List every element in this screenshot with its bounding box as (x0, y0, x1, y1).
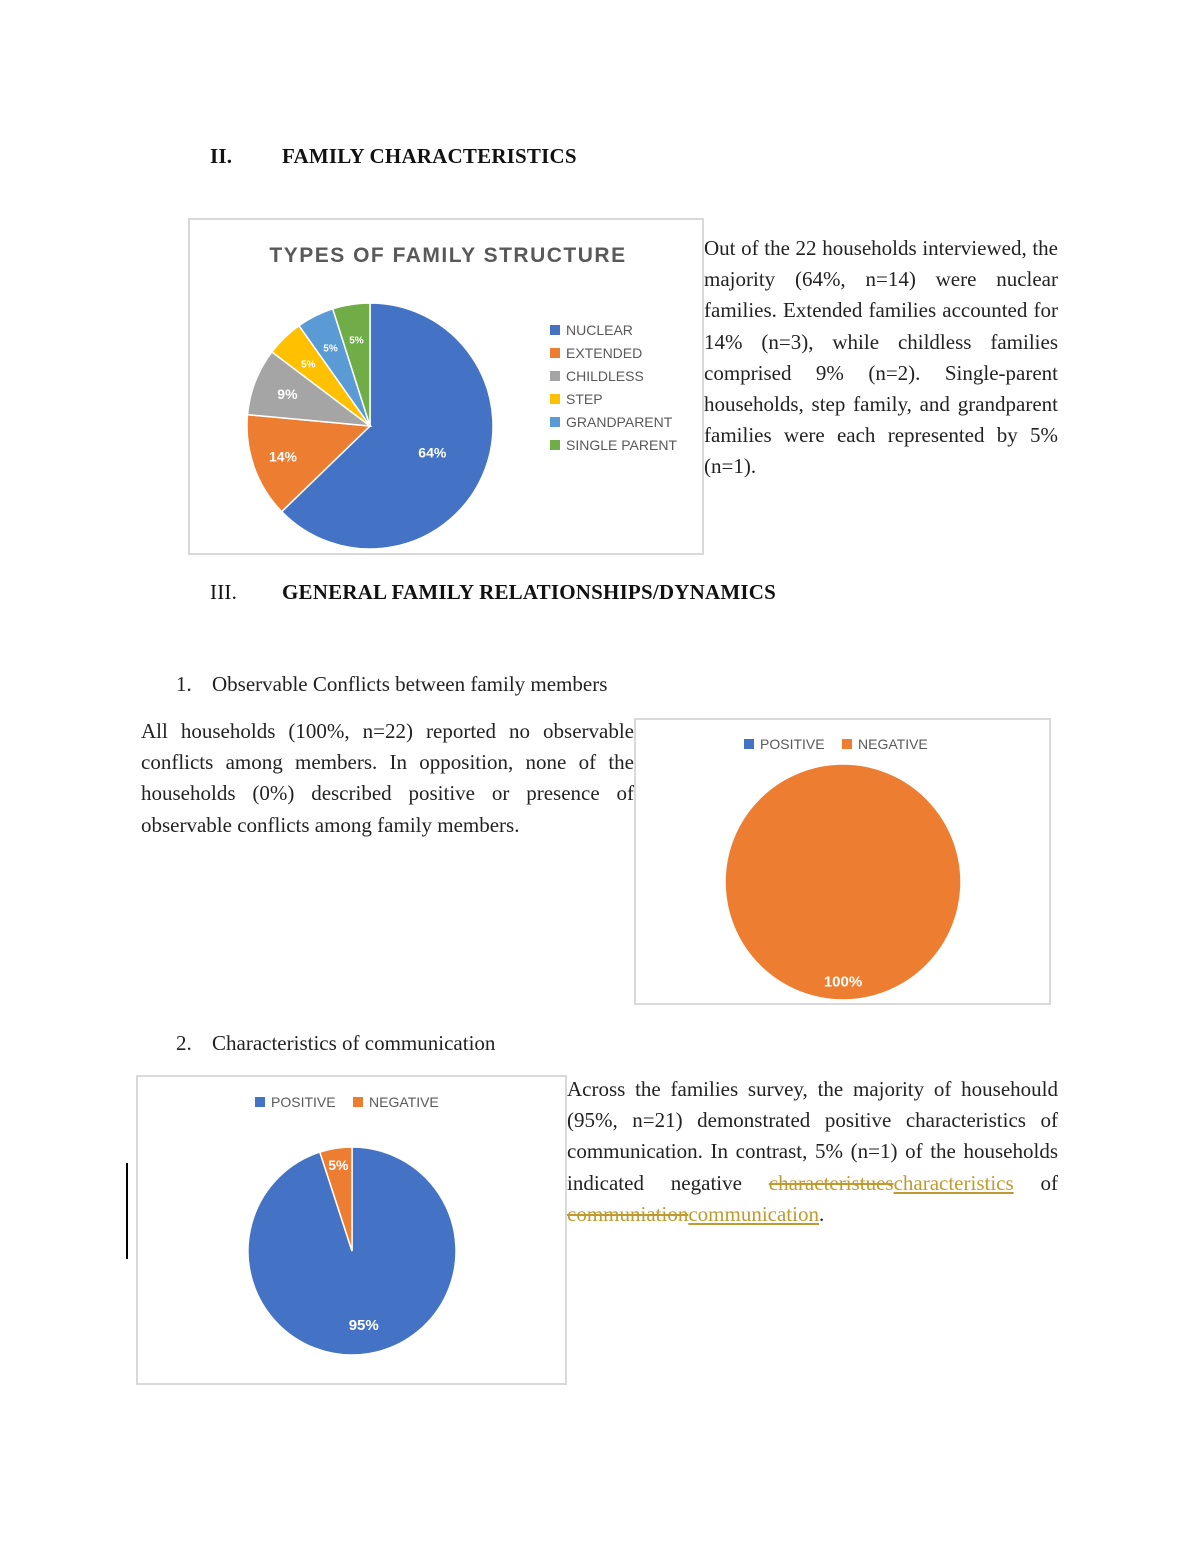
inserted-text-characteristics[interactable]: characteristics (893, 1170, 1014, 1195)
section-3-title: GENERAL FAMILY RELATIONSHIPS/DYNAMICS (282, 580, 776, 604)
chart3-legend-swatch-negative (353, 1097, 363, 1107)
section-2-heading (210, 144, 910, 170)
list-item-1-number: 1. (176, 672, 192, 696)
communication-text-end: . (818, 1201, 825, 1226)
communication-text-main: Across the families survey, the majority of househould (95%, n=21) demonstrated positive characteristics of communication. In contrast, 5% (n=1) of the households indicated negative (567, 1077, 1058, 1195)
chart1-legend-label-grandparent: GRANDPARENT (566, 414, 673, 430)
track-change-bar (126, 1163, 128, 1259)
list-item-2-label: Characteristics of communication (212, 1031, 496, 1055)
chart1-legend-swatch-step (550, 394, 560, 404)
section-3-number: III. (210, 580, 238, 604)
chart1-legend (550, 322, 677, 453)
communication-chart (136, 1075, 567, 1385)
chart1-legend-label-nuclear: NUCLEAR (566, 322, 633, 338)
chart3-legend-swatch-positive (255, 1097, 265, 1107)
conflicts-chart (634, 718, 1051, 1005)
chart3-label-negative: 5% (328, 1156, 349, 1173)
chart1-label-step: 5% (301, 359, 316, 371)
conflicts-text: All households (100%, n=22) reported no observable conflicts among members. In opposition, none of the households (0%) described positive or presence of observable conflicts among family members. (141, 719, 634, 837)
chart2-legend-label-positive: POSITIVE (760, 736, 825, 752)
family-structure-text: Out of the 22 households interviewed, the majority (64%, n=14) were nuclear families. Extended families accounted for 14% (n=3), while childless families comprised 9% (n=2). Single-parent households, step family, and grandparent families were each represented by 5% (n=1). (704, 236, 1058, 479)
chart1-title: TYPES OF FAMILY STRUCTURE (269, 244, 627, 267)
section-2-number: II. (210, 144, 233, 168)
chart2-legend (744, 736, 928, 752)
chart1-legend-swatch-grandparent (550, 417, 560, 427)
list-item-2-number: 2. (176, 1031, 192, 1055)
list-item-1-label: Observable Conflicts between family members (212, 672, 608, 696)
chart1-legend-swatch-childless (550, 371, 560, 381)
chart1-legend-label-childless: CHILDLESS (566, 368, 644, 384)
chart1-legend-label-single-parent: SINGLE PARENT (566, 437, 677, 453)
communication-text (567, 1074, 1058, 1230)
list-item-observable-conflicts (176, 672, 776, 698)
chart3-label-positive: 95% (348, 1317, 379, 1335)
chart1-label-single-parent: 5% (349, 335, 364, 347)
chart1-legend-label-step: STEP (566, 391, 603, 407)
communication-text-of: of (1013, 1170, 1058, 1195)
chart2-label-negative: 100% (823, 973, 863, 991)
communication-paragraph (567, 1074, 1058, 1230)
chart1-label-childless: 9% (277, 385, 298, 402)
chart3-legend-label-positive: POSITIVE (271, 1094, 336, 1110)
communication-svg (138, 1077, 565, 1383)
chart2-legend-swatch-negative (842, 739, 852, 749)
chart1-legend-swatch-extended (550, 348, 560, 358)
chart1-label-nuclear: 64% (418, 444, 447, 461)
chart2-slice-negative (725, 764, 961, 1000)
inserted-text-communication[interactable]: communication (688, 1201, 819, 1226)
chart2-slices (725, 764, 961, 1000)
section-2-title: FAMILY CHARACTERISTICS (282, 144, 577, 168)
chart2-legend-swatch-positive (744, 739, 754, 749)
chart1-label-grandparent: 5% (323, 343, 338, 355)
family-structure-chart (188, 218, 704, 555)
chart2-legend-label-negative: NEGATIVE (858, 736, 928, 752)
chart1-legend-swatch-nuclear (550, 325, 560, 335)
chart1-legend-swatch-single-parent (550, 440, 560, 450)
chart2-labels (824, 973, 862, 990)
section-3-heading (210, 580, 1010, 606)
conflicts-paragraph (141, 716, 634, 841)
conflicts-svg (636, 720, 1049, 1003)
chart1-label-extended: 14% (268, 448, 298, 465)
deleted-text-communiation[interactable]: communiation (567, 1201, 689, 1226)
chart1-legend-label-extended: EXTENDED (566, 345, 643, 361)
list-item-communication (176, 1031, 776, 1057)
chart3-legend (255, 1094, 439, 1110)
family-structure-paragraph (704, 233, 1058, 483)
chart1-slices (247, 303, 493, 549)
family-structure-svg (190, 220, 702, 553)
deleted-text-characteristues[interactable]: characteristues (768, 1170, 894, 1195)
chart3-legend-label-negative: NEGATIVE (369, 1094, 439, 1110)
